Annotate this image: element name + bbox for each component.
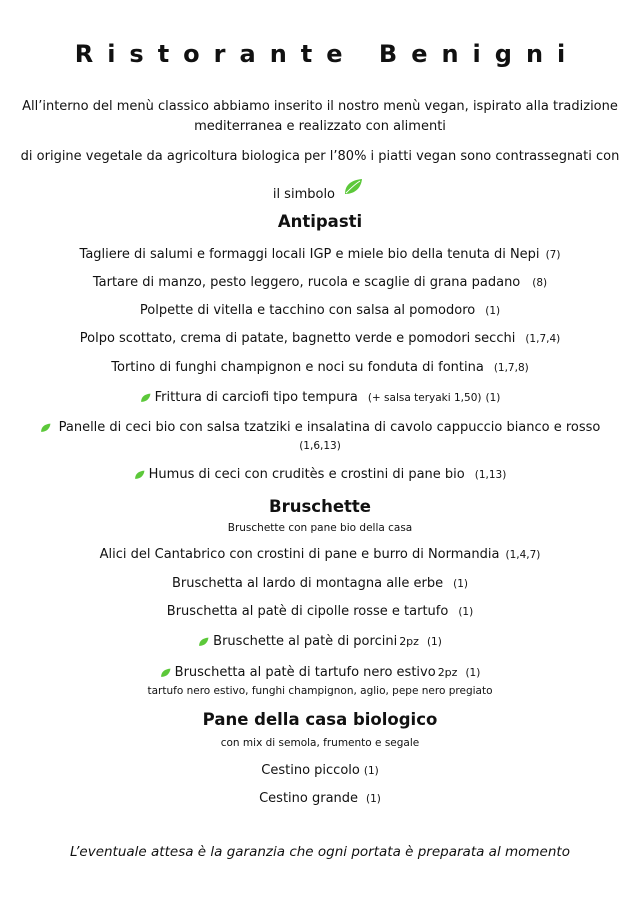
item-allergens: (1) (465, 667, 481, 679)
leaf-icon (160, 668, 171, 678)
item-allergens: (1) (485, 392, 501, 404)
item-name: Frittura di carciofi tipo tempura (154, 390, 358, 405)
intro-line-1: All’interno del menù classico abbiamo inserito il nostro menù vegan, ispirato alla tradizione mediterranea e realizzato con alimenti (22, 99, 618, 134)
item-name: Humus di ceci con cruditès e crostini di pane bio (148, 467, 465, 482)
item-allergens: (1,7,4) (525, 333, 561, 345)
section-title-pane: Pane della casa biologico (202, 710, 438, 729)
item-allergens: (1) (453, 578, 468, 590)
menu-item (0, 763, 640, 778)
item-allergens: (1) (485, 305, 501, 317)
menu-item (0, 576, 640, 591)
item-name: Polpo scottato, crema di patate, bagnetto verde e pomodori secchi (79, 331, 516, 346)
intro-line-2: di origine vegetale da agricoltura biologica per l’80% i piatti vegan sono contrassegnati con (20, 149, 620, 164)
item-quantity: 2pz (437, 666, 458, 679)
menu-item (0, 420, 640, 435)
menu-item (0, 331, 640, 346)
item-allergens: (1,7,8) (493, 362, 529, 374)
item-allergens: (1) (363, 765, 379, 777)
item-quantity: 2pz (399, 635, 419, 648)
item-allergens: (1) (458, 606, 474, 618)
leaf-icon (140, 393, 151, 403)
menu-item (0, 634, 640, 649)
menu-item (0, 665, 640, 680)
menu-item (0, 360, 640, 375)
item-allergens: (8) (532, 277, 548, 289)
item-note: tartufo nero estivo, funghi champignon, aglio, pepe nero pregiato (147, 685, 493, 697)
item-name: Tortino di funghi champignon e noci su fonduta di fontina (111, 360, 484, 375)
item-name: Bruschetta al lardo di montagna alle erbe (172, 576, 444, 591)
item-name: Panelle di ceci bio con salsa tzatziki e insalatina di cavolo cappuccio bianco e rosso (58, 420, 601, 435)
section-title-antipasti: Antipasti (277, 212, 363, 231)
menu-item (0, 547, 640, 562)
menu-item (0, 275, 640, 290)
leaf-icon (40, 423, 51, 433)
menu-item (0, 247, 640, 262)
item-allergens: (7) (545, 249, 561, 261)
leaf-icon (343, 178, 363, 196)
intro-symbol-text: il simbolo (272, 187, 336, 202)
item-name: Tagliere di salumi e formaggi locali IGP e miele bio della tenuta di Nepi (79, 247, 540, 262)
item-name: Alici del Cantabrico con crostini di pane e burro di Normandia (99, 547, 500, 562)
item-name: Polpette di vitella e tacchino con salsa al pomodoro (139, 303, 476, 318)
item-allergens: (1,4,7) (505, 549, 541, 561)
item-allergens: (1,6,13) (299, 440, 341, 452)
item-name: Tartare di manzo, pesto leggero, rucola e scaglie di grana padano (92, 275, 521, 290)
menu-item (0, 467, 640, 482)
item-allergens: (1) (366, 793, 381, 805)
leaf-icon (134, 470, 145, 480)
item-name: Bruschette al patè di porcini (213, 634, 398, 649)
item-extra: (+ salsa teryaki 1,50) (367, 392, 482, 404)
menu-item (0, 791, 640, 806)
menu-item (0, 303, 640, 318)
restaurant-title: Ristorante Benigni (74, 40, 580, 68)
item-allergens: (1) (426, 636, 442, 648)
leaf-icon (198, 637, 209, 647)
item-name: Cestino grande (259, 791, 359, 806)
item-allergens: (1,13) (474, 469, 507, 481)
section-subtitle: con mix di semola, frumento e segale (220, 737, 420, 749)
section-title-bruschette: Bruschette (269, 497, 371, 516)
footer-note: L’eventuale attesa è la garanzia che ogni portata è preparata al momento (70, 844, 570, 860)
item-name: Cestino piccolo (261, 763, 360, 778)
item-name: Bruschetta al patè di cipolle rosse e tartufo (166, 604, 449, 619)
menu-item (0, 390, 640, 405)
section-subtitle: Bruschette con pane bio della casa (227, 522, 413, 534)
intro-line-3 (20, 178, 620, 205)
item-name: Bruschetta al patè di tartufo nero estivo (174, 665, 436, 680)
menu-item (0, 604, 640, 619)
